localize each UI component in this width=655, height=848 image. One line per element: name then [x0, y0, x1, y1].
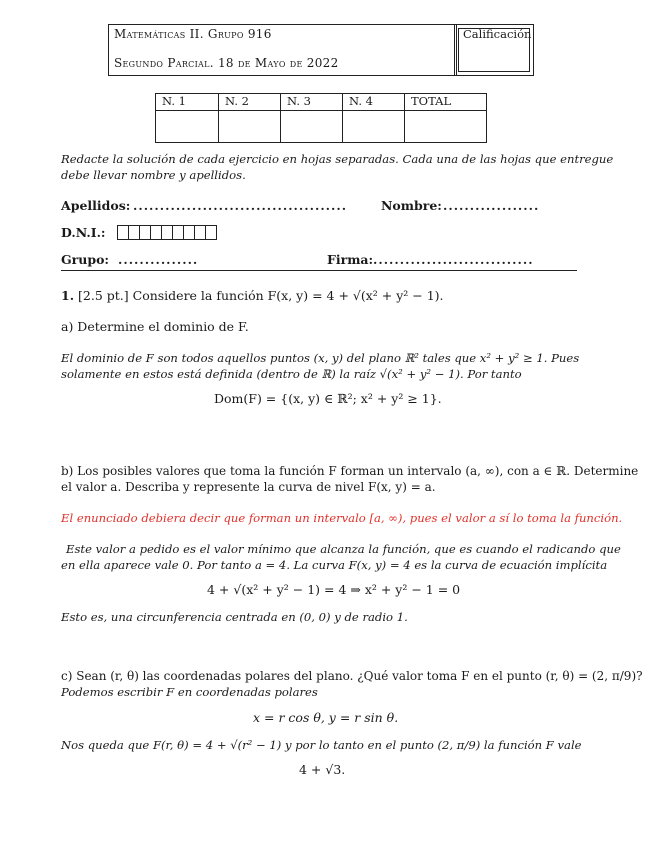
- part-c-question: c) Sean (r, θ) las coordenadas polares del plano. ¿Qué valor toma F en el punto (r, θ) = (2, π/9)?: [61, 669, 643, 683]
- score-table: [155, 93, 487, 143]
- dni-box: [162, 225, 173, 240]
- score-cell-n1[interactable]: [156, 111, 219, 143]
- course-title: Matemáticas II. Grupo 916: [114, 27, 272, 41]
- separator-line: [61, 270, 577, 271]
- score-table-blank-row: [156, 111, 487, 143]
- grupo-field[interactable]: ...............: [118, 252, 199, 267]
- firma-field[interactable]: ..............................: [373, 252, 534, 267]
- dni-field[interactable]: [117, 225, 217, 240]
- part-c-result: 4 + √3.: [299, 762, 346, 777]
- score-cell-n2[interactable]: [219, 111, 281, 143]
- apellidos-field[interactable]: ........................................: [133, 198, 348, 213]
- score-table-header-row: [156, 94, 487, 111]
- grupo-label: Grupo:: [61, 252, 110, 267]
- instructions-line-2: debe llevar nombre y apellidos.: [61, 168, 246, 182]
- score-cell-total[interactable]: [405, 111, 487, 143]
- grade-label: Calificación: [463, 27, 532, 41]
- part-b-answer-line-2: en ella aparece vale 0. Por tanto a = 4. La curva F(x, y) = 4 es la curva de ecuación implícita: [61, 558, 608, 572]
- dni-box: [140, 225, 151, 240]
- nombre-field[interactable]: ..................: [443, 198, 540, 213]
- apellidos-label: Apellidos:: [61, 198, 131, 213]
- dni-box: [117, 225, 129, 240]
- dni-box: [173, 225, 184, 240]
- dni-box: [206, 225, 217, 240]
- part-a-formula: Dom(F) = {(x, y) ∈ ℝ²; x² + y² ≥ 1}.: [214, 391, 442, 406]
- dni-box: [151, 225, 162, 240]
- score-header-n3: N. 3: [281, 94, 343, 111]
- score-header-n2: N. 2: [219, 94, 281, 111]
- dni-box: [195, 225, 206, 240]
- part-b-question-line-1: b) Los posibles valores que toma la función F forman un intervalo (a, ∞), con a ∈ ℝ. Determine: [61, 464, 639, 478]
- problem-header: [61, 288, 444, 304]
- part-a-answer-line-2: solamente en estos está definida (dentro de ℝ) la raíz √(x² + y² − 1). Por tanto: [61, 367, 522, 381]
- score-cell-n4[interactable]: [343, 111, 405, 143]
- part-b-answer-line-1: Este valor a pedido es el valor mínimo que alcanza la función, que es cuando el radicando que: [66, 542, 621, 556]
- dni-box: [184, 225, 195, 240]
- nombre-label: Nombre:: [381, 198, 442, 213]
- problem-number: 1.: [61, 288, 75, 303]
- score-header-n1: N. 1: [156, 94, 219, 111]
- instructions-line-1: Redacte la solución de cada ejercicio en hojas separadas. Cada una de las hojas que entregue: [61, 152, 614, 166]
- problem-statement: [2.5 pt.] Considere la función F(x, y) = 4 + √(x² + y² − 1).: [78, 288, 444, 303]
- part-b-formula: 4 + √(x² + y² − 1) = 4 ⇒ x² + y² − 1 = 0: [207, 582, 461, 597]
- part-c-polar-formula: x = r cos θ, y = r sin θ.: [253, 710, 399, 725]
- part-c-answer-line-1: Podemos escribir F en coordenadas polares: [61, 685, 318, 699]
- score-header-total: TOTAL: [405, 94, 487, 111]
- firma-label: Firma:: [327, 252, 374, 267]
- dni-box: [129, 225, 140, 240]
- part-a-question: a) Determine el dominio de F.: [61, 319, 249, 334]
- part-c-answer-line-2: Nos queda que F(r, θ) = 4 + √(r² − 1) y por lo tanto en el punto (2, π/9) la función F vale: [61, 738, 582, 752]
- dni-label: D.N.I.:: [61, 225, 106, 240]
- part-b-conclusion: Esto es, una circunferencia centrada en (0, 0) y de radio 1.: [61, 610, 408, 624]
- part-a-answer-line-1: El dominio de F son todos aquellos puntos (x, y) del plano ℝ² tales que x² + y² ≥ 1. Pues: [61, 351, 580, 365]
- score-cell-n3[interactable]: [281, 111, 343, 143]
- part-b-correction-note: El enunciado debiera decir que forman un intervalo [a, ∞), pues el valor a sí lo toma la función.: [61, 511, 623, 525]
- exam-title: Segundo Parcial. 18 de Mayo de 2022: [114, 56, 339, 70]
- score-header-n4: N. 4: [343, 94, 405, 111]
- part-b-question-line-2: el valor a. Describa y represente la curva de nivel F(x, y) = a.: [61, 480, 436, 494]
